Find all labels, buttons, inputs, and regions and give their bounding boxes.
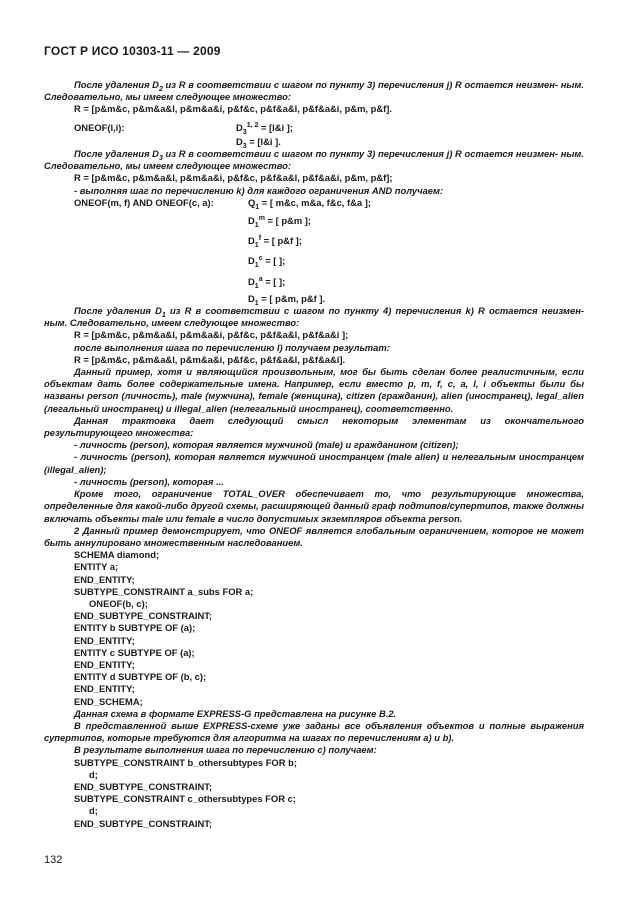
paragraph: В результате выполнения шага по перечислению c) получаем:: [74, 744, 377, 756]
paragraph: После удаления $D_3$ из R в соответствии с шагом по пункту 3) перечисления j) R остается неизмен- ным. Следовательно, мы имеем следующее множество:: [44, 148, 584, 172]
page-header: ГОСТ Р ИСО 10303-11 — 2009: [44, 44, 221, 58]
code-line: END_SCHEMA;: [74, 695, 143, 707]
list-item: - личность (person), которая является мужчиной (male) и гражданином (citizen);: [74, 439, 459, 451]
paragraph: В представленной выше EXPRESS-схеме уже заданы все объявления объектов и полные выражения супертипов, которые требуются для алгоритма на шагах по перечислениям а) и b).: [44, 719, 584, 744]
set-line: R = [p&m&c, p&m&a&l, p&m&a&i, p&f&c, p&f&a&l, p&f&a&i].: [74, 353, 346, 365]
code-line: END_SUBTYPE_CONSTRAINT;: [74, 817, 213, 829]
code-line: ONEOF(b, c);: [89, 597, 148, 609]
list-item: - личность (person), которая является мужчиной иностранцем (male alien) и нелегальным иностранцем (illegal_alien);: [44, 451, 584, 475]
step-line: после выполнения шага по перечислению l) получаем результат:: [74, 341, 390, 353]
d-row: $D_1^m$ = [ p&m ];: [248, 214, 312, 229]
d-row: $D_1^c$ = [ ];: [248, 255, 286, 270]
d-row: $D_1^a$ = [ ];: [248, 275, 286, 290]
code-block: [44, 757, 584, 830]
code-line: SCHEMA diamond;: [74, 549, 160, 561]
paragraph: После удаления $D_2$ из R в соответствии с шагом по пункту 3) перечисления j) R остается неизмен- ным. Следовательно, мы имеем следующее множество:: [44, 79, 584, 103]
paragraph: Данный пример, хотя и являющийся произвольным, мог бы быть сделан более реалистичным, если объектам дать более содержательные имена. Например, если вместо p, m, f, c, a, l, i объекты были бы названы person (личность), male (мужчина), female (женщина), citizen (гражданин), alien (иностранец), legal_alien (легальный иностранец) и illegal_alien (нелегальный иностранец), соответственно.: [44, 366, 584, 414]
paragraph: Данная схема в формате EXPRESS-G представлена на рисунке B.2.: [74, 707, 397, 719]
code-line: END_SUBTYPE_CONSTRAINT;: [74, 780, 213, 792]
code-line: END_ENTITY;: [74, 573, 135, 585]
set-line: R = [p&m&c, p&m&a&l, p&m&a&i, p&f&c, p&f&a&l, p&f&a&i, p&m, p&f].: [74, 103, 392, 115]
note-paragraph: 2 Данный пример демонстрирует, что ONEOF является глобальным ограничением, которое не может быть аннулировано множественным наследованием.: [44, 524, 584, 548]
code-block: [44, 549, 584, 708]
oneof-row: $D_3$ = [l&i ].: [236, 135, 281, 150]
code-line: SUBTYPE_CONSTRAINT c_othersubtypes FOR c;: [74, 793, 296, 805]
step-line: - выполняя шаг по перечислению k) для каждого ограничения AND получаем:: [74, 184, 444, 196]
code-line: d;: [89, 805, 98, 817]
code-line: ENTITY b SUBTYPE OF (a);: [74, 622, 196, 634]
d-row: $D_1$ = [ p&m, p&f ].: [248, 292, 326, 307]
paragraph: Кроме того, ограничение TOTAL_OVER обеспечивает то, что результирующие множества, определенные для какой-либо другой схемы, расширяющей данный граф подтипов/супертипов, также должны включать объекты male или female в число допустимых экземпляров объекта person.: [44, 488, 584, 524]
code-line: END_ENTITY;: [74, 658, 135, 670]
code-line: SUBTYPE_CONSTRAINT a_subs FOR a;: [74, 585, 254, 597]
oneof-row: ONEOF(m, f) AND ONEOF(c, a): $Q_1$ = [ m&c, m&a, f&c, f&a ];: [74, 196, 371, 211]
paragraph: После удаления $D_1$ из R в соответствии с шагом по пункту 4) перечисления k) R остается неизмен- ным. Следовательно, имеем следующее множество:: [44, 305, 584, 329]
code-line: END_ENTITY;: [74, 683, 135, 695]
paragraph: Данная трактовка дает следующий смысл некоторым элементам из окончательного результирующего множества:: [44, 414, 584, 439]
set-line: R = [p&m&c, p&m&a&l, p&m&a&i, p&f&c, p&f&a&l, p&f&a&i ];: [74, 329, 349, 341]
list-item: - личность (person), которая ...: [74, 475, 224, 487]
page-number: 132: [44, 854, 63, 866]
code-line: d;: [89, 768, 98, 780]
code-line: END_SUBTYPE_CONSTRAINT;: [74, 610, 213, 622]
code-line: ENTITY a;: [74, 561, 119, 573]
page-content: [44, 79, 584, 830]
code-line: ENTITY d SUBTYPE OF (b, c);: [74, 671, 207, 683]
code-line: ENTITY c SUBTYPE OF (a);: [74, 646, 195, 658]
code-line: SUBTYPE_CONSTRAINT b_othersubtypes FOR b;: [74, 756, 297, 768]
code-line: END_ENTITY;: [74, 634, 135, 646]
d-row: $D_1^f$ = [ p&f ];: [248, 235, 302, 250]
set-line: R = [p&m&c, p&m&a&l, p&m&a&i, p&f&c, p&f&a&l, p&f&a&i, p&m, p&f];: [74, 172, 393, 184]
oneof-row: ONEOF(l,i): $D_3^{1, 2}$ = [l&i ];: [74, 121, 294, 136]
